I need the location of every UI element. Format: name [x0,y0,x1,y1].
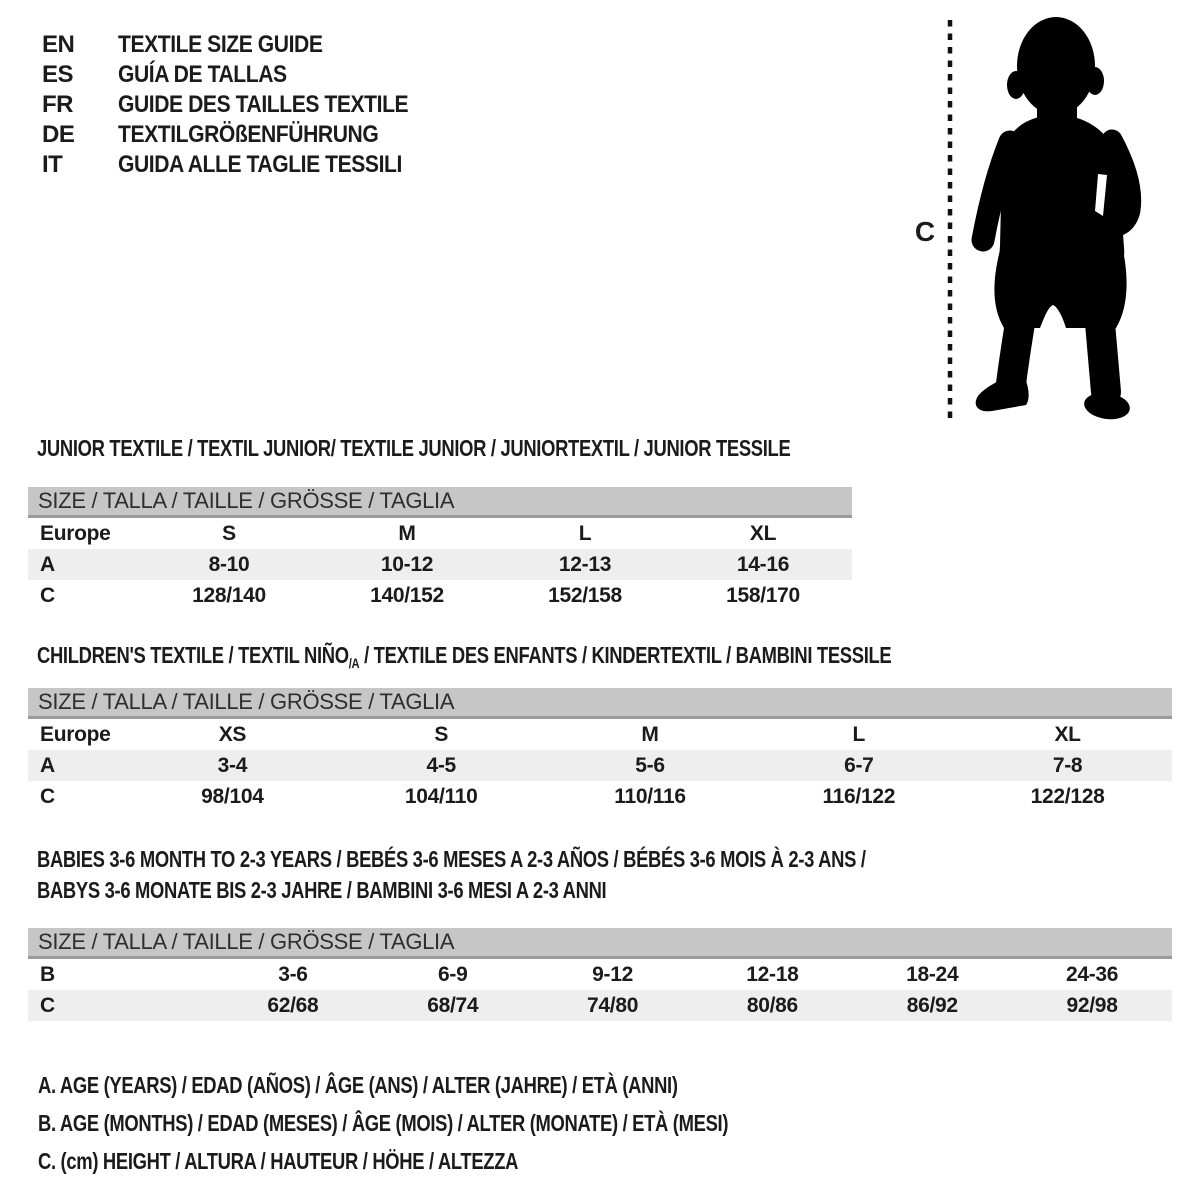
table-cell: 86/92 [906,993,958,1017]
toddler-silhouette [976,17,1132,422]
table-row-months [28,959,1172,990]
table-row-height [28,580,852,611]
table-cell: 140/152 [370,583,444,607]
lang-label: TEXTILE SIZE GUIDE [118,31,323,58]
legend-line-b-text: B. AGE (MONTHS) / EDAD (MESES) / ÂGE (MOIS) / ALTER (MONATE) / ETÀ (MESI) [38,1110,729,1136]
table-cell: 68/74 [427,993,479,1017]
table-cell: 104/110 [404,784,478,808]
table-cell: 3-4 [217,753,248,777]
junior-title-text: JUNIOR TEXTILE / TEXTIL JUNIOR/ TEXTILE JUNIOR / JUNIORTEXTIL / JUNIOR TESSILE [37,435,791,461]
lang-label: GUIDA ALLE TAGLIE TESSILI [118,151,402,178]
lang-row-es [42,60,448,90]
lang-label: TEXTILGRÖßENFÜHRUNG [118,121,379,148]
children-section-title [37,643,1105,675]
table-cell: 128/140 [192,583,266,607]
table-cell: 122/128 [1030,784,1105,808]
babies-title-line2: BABYS 3-6 MONATE BIS 2-3 JAHRE / BAMBINI 3-6 MESI A 2-3 ANNI [37,877,607,903]
children-title-pre: CHILDREN'S TEXTILE / TEXTIL NIÑO [37,642,349,668]
table-cell: 5-6 [635,753,665,777]
junior-size-table [28,487,852,611]
table-row-height [28,781,1172,812]
lang-code: ES [42,61,74,88]
table-row-height [28,990,1172,1021]
table-cell: 116/122 [822,784,896,808]
table-cell: 158/170 [726,583,800,607]
babies-title-line1: BABIES 3-6 MONTH TO 2-3 YEARS / BEBÉS 3-6 MESES A 2-3 AÑOS / BÉBÉS 3-6 MOIS À 2-3 ANS / [37,846,866,872]
row-label: C [40,784,55,808]
lang-code: IT [42,151,63,178]
table-cell: 152/158 [548,583,622,607]
table-row-europe [28,719,1172,750]
table-cell: L [578,521,592,545]
table-cell: L [852,722,866,746]
table-row-age [28,750,1172,781]
size-header-bar: SIZE / TALLA / TAILLE / GRÖSSE / TAGLIA [28,487,852,518]
legend-line-a-text: A. AGE (YEARS) / EDAD (AÑOS) / ÂGE (ANS) / ALTER (JAHRE) / ETÀ (ANNI) [38,1072,678,1098]
row-label: Europe [40,521,111,545]
children-size-table [28,688,1172,812]
legend-line-c-text: C. (cm) HEIGHT / ALTURA / HAUTEUR / HÖHE / ALTEZZA [38,1148,519,1174]
lang-row-fr [42,90,448,120]
row-label: B [40,962,55,986]
lang-row-it [42,150,448,180]
table-cell: XL [749,521,777,545]
table-cell: 6-7 [844,753,874,777]
table-row-europe [28,518,852,549]
table-cell: M [641,722,659,746]
legend-line-a [38,1066,901,1104]
toddler-silhouette-icon [940,8,1180,428]
size-header-bar: SIZE / TALLA / TAILLE / GRÖSSE / TAGLIA [28,928,1172,959]
row-label: A [40,552,55,576]
table-cell: XL [1054,722,1081,746]
table-cell: 80/86 [746,993,798,1017]
row-label: C [40,583,55,607]
legend-line-b [38,1104,901,1142]
table-cell: 4-5 [426,753,456,777]
table-cell: 7-8 [1052,753,1083,777]
table-cell: 24-36 [1065,962,1119,986]
table-cell: 62/68 [267,993,319,1017]
babies-section-title [37,844,1073,906]
table-cell: 6-9 [438,962,468,986]
table-cell: S [222,521,236,545]
table-cell: 14-16 [736,552,790,576]
lang-code: DE [42,121,75,148]
table-cell: 18-24 [906,962,959,986]
row-label: Europe [40,722,111,746]
table-cell: 9-12 [592,962,633,986]
measure-legend [38,1066,901,1180]
table-cell: 110/116 [614,784,686,808]
lang-row-en [42,30,448,60]
table-cell: 74/80 [587,993,639,1017]
table-cell: 92/98 [1066,993,1118,1017]
lang-label: GUIDE DES TAILLES TEXTILE [118,91,409,118]
language-list [42,30,448,180]
table-cell: 10-12 [380,552,434,576]
lang-label: GUÍA DE TALLAS [118,61,287,88]
children-title-text [37,643,891,675]
table-cell: 12-18 [746,962,799,986]
table-row-age [28,549,852,580]
babies-size-table [28,928,1172,1021]
table-cell: S [434,722,449,746]
lang-code: FR [42,91,73,118]
height-measure-label: C [914,216,936,247]
table-cell: 12-13 [558,552,612,576]
legend-line-c [38,1142,901,1180]
table-cell: XS [218,722,247,746]
row-label: A [40,753,55,777]
table-cell: 3-6 [278,962,308,986]
lang-code: EN [42,31,75,58]
table-cell: 8-10 [208,552,250,576]
table-cell: M [398,521,416,545]
junior-section-title [37,436,979,460]
lang-row-de [42,120,448,150]
row-label: C [40,993,55,1017]
size-header-bar: SIZE / TALLA / TAILLE / GRÖSSE / TAGLIA [28,688,1172,719]
table-cell: 98/104 [201,784,264,808]
children-title-post: / TEXTILE DES ENFANTS / KINDERTEXTIL / BAMBINI TESSILE [359,642,892,668]
children-title-sub: /A [348,655,360,671]
